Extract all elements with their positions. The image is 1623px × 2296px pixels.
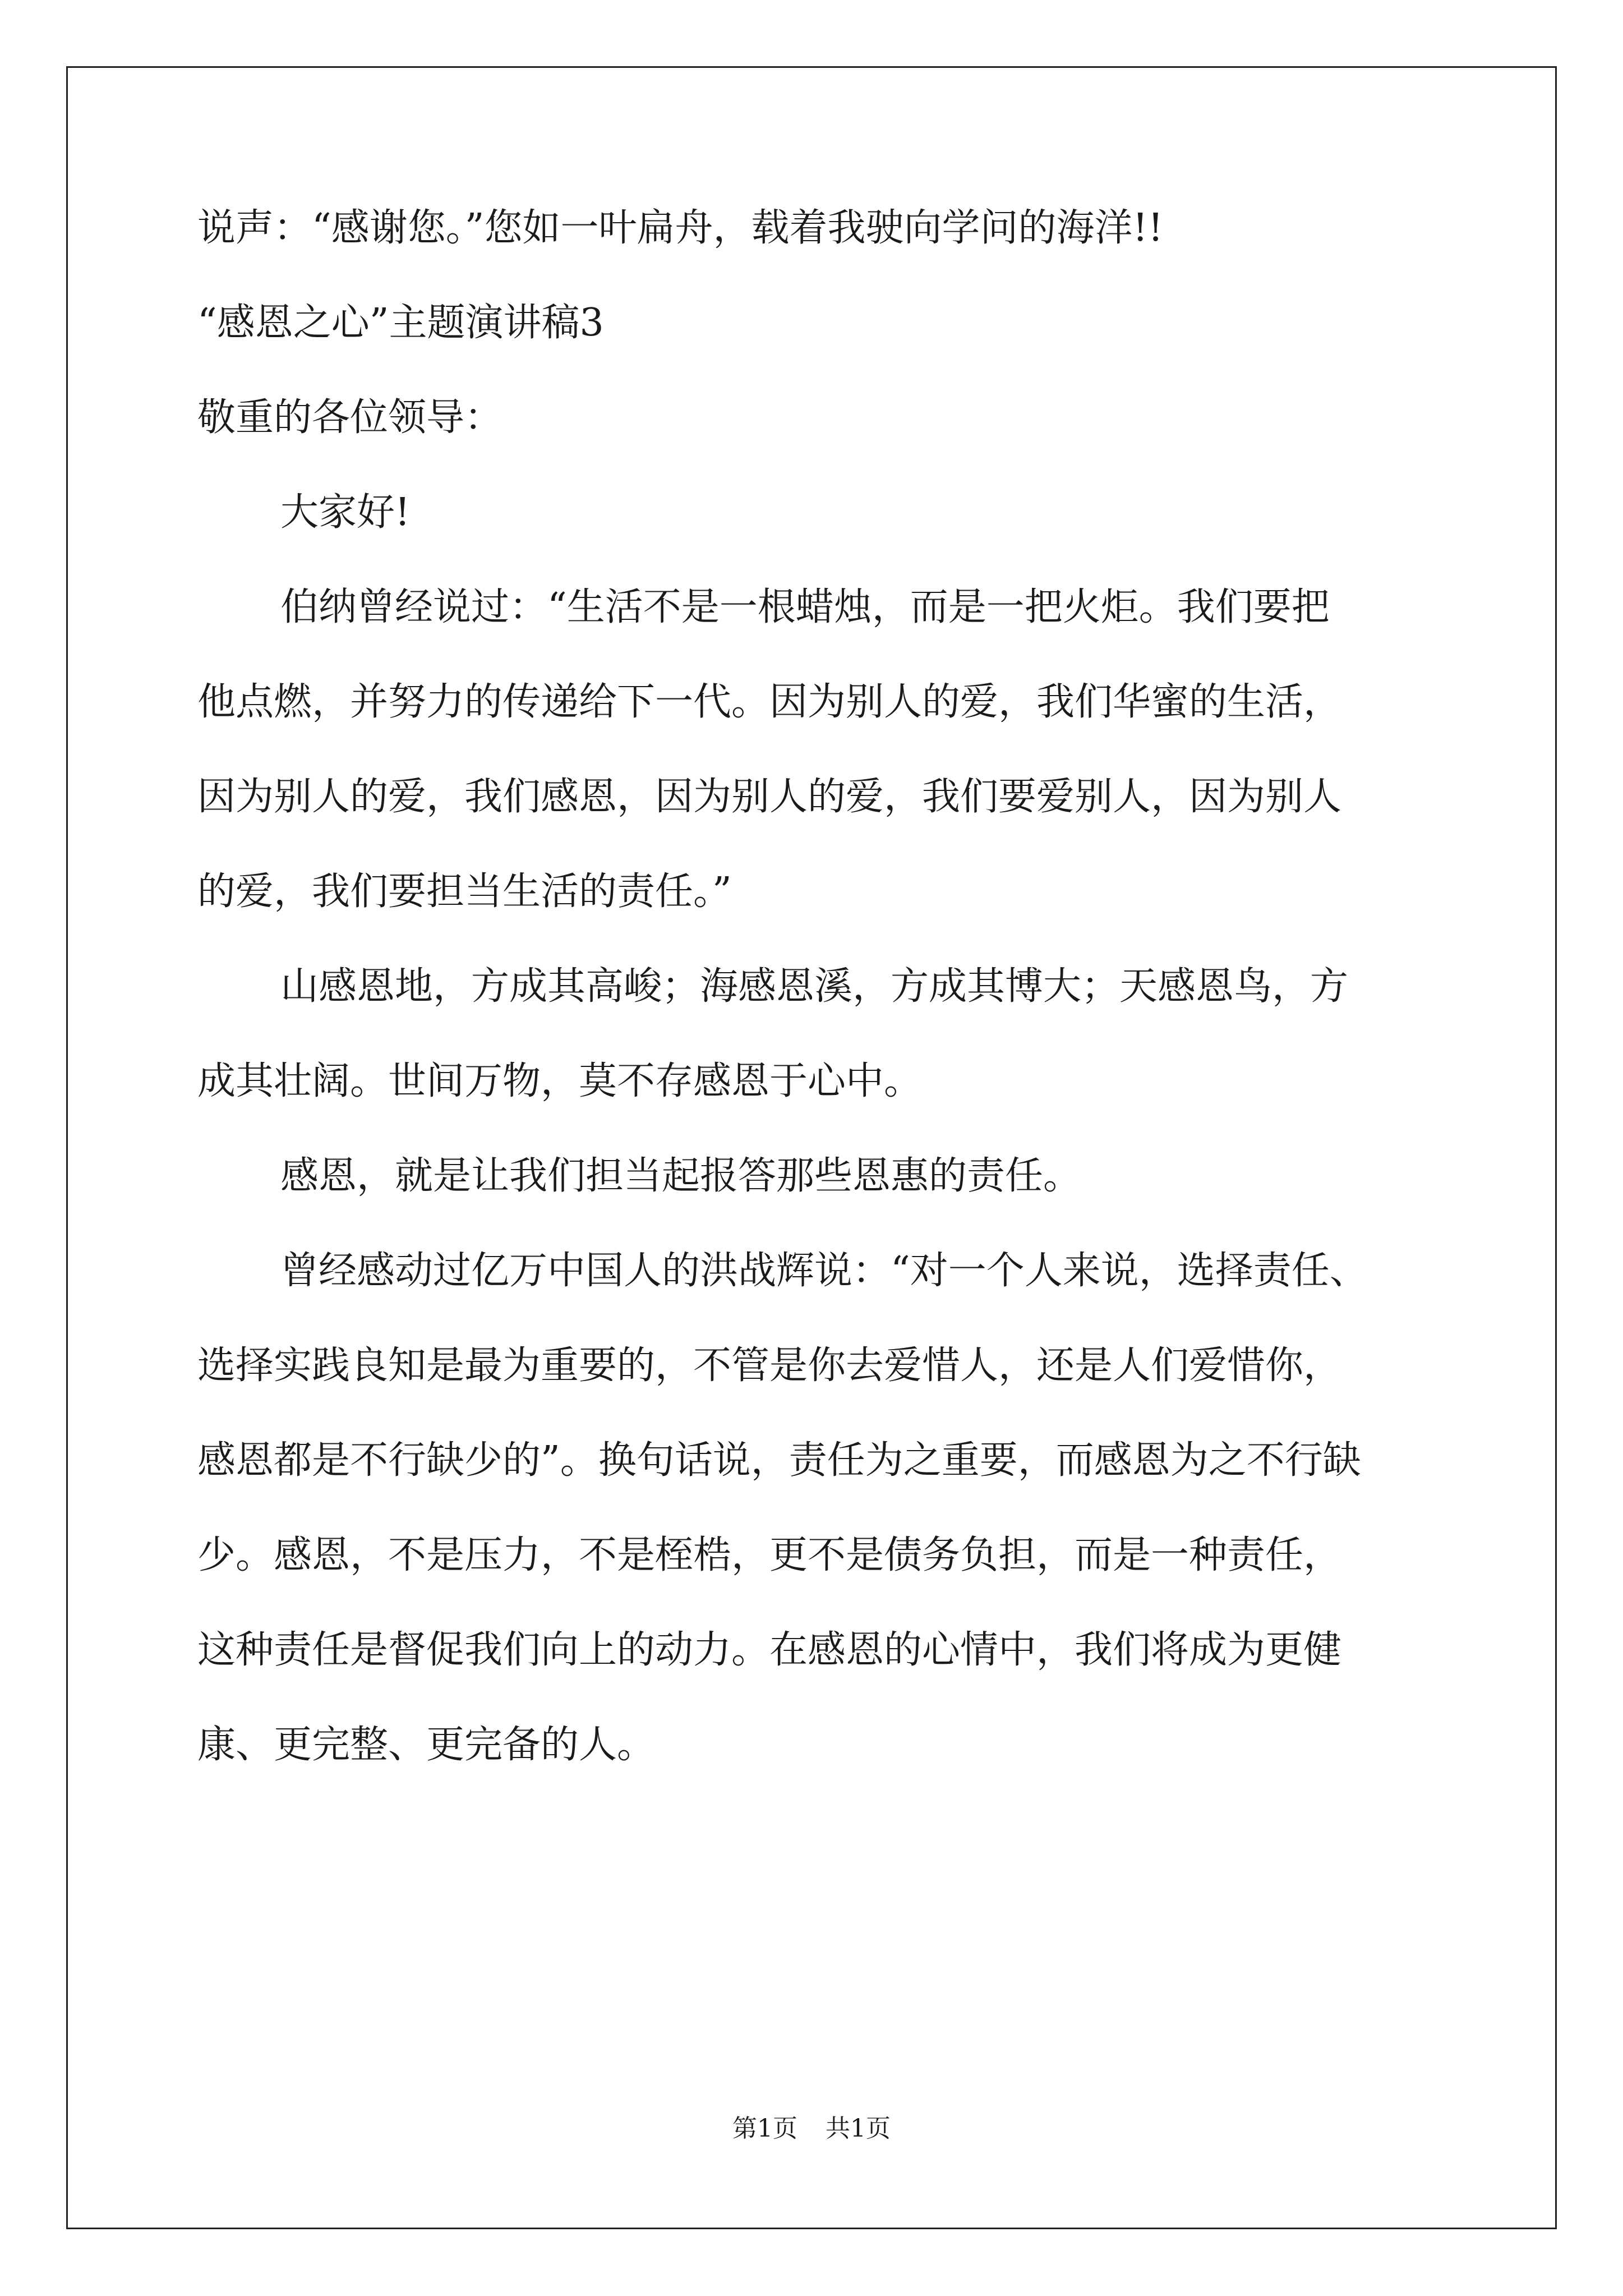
page-number: 第1页 xyxy=(732,2114,797,2143)
text-line: 说声：“感谢您。”您如一叶扁舟，载着我驶向学问的海洋!! xyxy=(197,206,1164,250)
page-total: 共1页 xyxy=(826,2114,891,2143)
text-line: 少。感恩，不是压力，不是桎梏，更不是债务负担，而是一种责任， xyxy=(197,1533,1342,1577)
text-line: 因为别人的爱，我们感恩，因为别人的爱，我们要爱别人，因为别人 xyxy=(197,775,1342,819)
text-line: 感恩，就是让我们担当起报答那些恩惠的责任。 xyxy=(280,1154,1082,1198)
text-line: 成其壮阔。世间万物，莫不存感恩于心中。 xyxy=(197,1059,923,1103)
text-line: 的爱，我们要担当生活的责任。” xyxy=(197,869,732,914)
text-line: 他点燃，并努力的传递给下一代。因为别人的爱，我们华蜜的生活， xyxy=(197,680,1342,724)
section-title: “感恩之心”主题演讲稿3 xyxy=(197,301,604,345)
text-line: 感恩都是不行缺少的”。换句话说，责任为之重要，而感恩为之不行缺 xyxy=(197,1438,1361,1483)
text-line: 伯纳曾经说过：“生活不是一根蜡烛，而是一把火炬。我们要把 xyxy=(280,585,1330,629)
greeting: 大家好! xyxy=(280,490,411,535)
text-line: 选择实践良知是最为重要的，不管是你去爱惜人，还是人们爱惜你， xyxy=(197,1343,1342,1388)
page-footer xyxy=(0,2115,1623,2143)
text-line: 康、更完整、更完备的人。 xyxy=(197,1723,656,1767)
text-line: 曾经感动过亿万中国人的洪战辉说：“对一个人来说，选择责任、 xyxy=(280,1249,1368,1293)
text-line: 这种责任是督促我们向上的动力。在感恩的心情中，我们将成为更健 xyxy=(197,1628,1342,1672)
text-line: 山感恩地，方成其高峻；海感恩溪，方成其博大；天感恩鸟，方 xyxy=(280,964,1349,1009)
salutation: 敬重的各位领导： xyxy=(197,395,503,440)
document-body xyxy=(197,208,1454,1766)
